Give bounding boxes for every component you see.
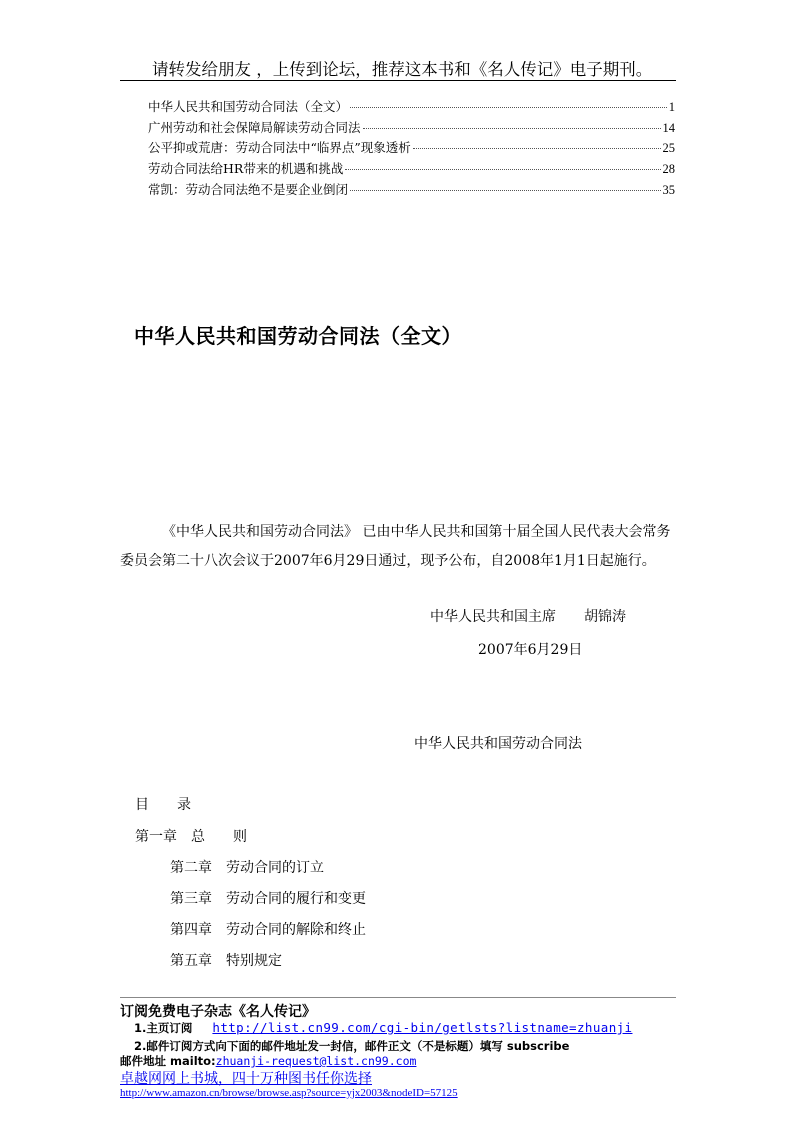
- chapter-item: 第四章 劳动合同的解除和终止: [170, 922, 366, 938]
- toc-item-title: 广州劳动和社会保障局解读劳动合同法: [148, 120, 361, 135]
- toc-leader: [345, 169, 660, 170]
- toc-leader: [413, 148, 661, 149]
- toc-item-page: 25: [662, 141, 675, 155]
- mail-address-link[interactable]: zhuanji-request@list.cn99.com: [215, 1054, 417, 1068]
- header-rule: [120, 80, 676, 81]
- bookstore-url-link[interactable]: http://www.amazon.cn/browse/browse.asp?source=yjx2003&nodeID=57125: [120, 1087, 458, 1099]
- subscribe-line-2: 2.邮件订阅方式向下面的邮件地址发一封信，邮件正文（不是标题）填写 subscribe: [134, 1039, 570, 1053]
- footer-title: 订阅免费电子杂志《名人传记》: [120, 1004, 316, 1020]
- intro-paragraph: [120, 518, 680, 576]
- chapter-item: 第五章 特别规定: [170, 953, 282, 969]
- toc-item-page: 14: [662, 121, 675, 135]
- chapter-item: 第三章 劳动合同的履行和变更: [170, 891, 366, 907]
- toc-item-page: 1: [668, 100, 675, 114]
- law-name: 中华人民共和国劳动合同法: [414, 736, 582, 752]
- mail-line: [120, 1053, 416, 1069]
- document-title: 中华人民共和国劳动合同法（全文）: [134, 324, 462, 348]
- subscribe-homepage-link[interactable]: http://list.cn99.com/cgi-bin/getlsts?listname=zhuanji: [212, 1020, 633, 1035]
- chapter-item: 第一章 总 则: [135, 829, 247, 845]
- signing-date: 2007年6月29日: [478, 642, 583, 658]
- subscribe-homepage-label: 1.主页订阅: [134, 1021, 193, 1035]
- page-header-text: 请转发给朋友 ，上传到论坛，推荐这本书和《名人传记》电子期刊。: [152, 60, 653, 79]
- subscribe-line-1: [134, 1020, 632, 1036]
- toc-item-title: 公平抑或荒唐：劳动合同法中“临界点”现象透析: [148, 140, 411, 155]
- toc-leader: [363, 128, 661, 129]
- toc-item-page: 28: [662, 162, 675, 176]
- mail-label: 邮件地址 mailto:: [120, 1054, 216, 1068]
- toc-leader: [350, 107, 667, 108]
- toc-item[interactable]: [148, 182, 675, 198]
- toc-item-title: 中华人民共和国劳动合同法（全文）: [148, 99, 349, 114]
- toc-item-page: 35: [662, 183, 675, 197]
- toc-leader: [350, 190, 660, 191]
- footer-rule: [120, 997, 676, 998]
- toc-item[interactable]: [148, 161, 675, 177]
- toc-item-title: 常凯：劳动合同法绝不是要企业倒闭: [148, 182, 349, 197]
- intro-paragraph-text: 《中华人民共和国劳动合同法》 已由中华人民共和国第十届全国人民代表大会常务委员会第二十八次会议于2007年6月29日通过，现予公布，自2008年1月1日起施行。: [120, 524, 671, 569]
- toc-item[interactable]: [148, 140, 675, 156]
- toc-item-title: 劳动合同法给HR带来的机遇和挑战: [148, 161, 344, 176]
- chapter-item: 第二章 劳动合同的订立: [170, 860, 324, 876]
- toc-item[interactable]: [148, 120, 675, 136]
- signer-line: 中华人民共和国主席 胡锦涛: [430, 609, 626, 625]
- bookstore-link[interactable]: 卓越网网上书城，四十万种图书任你选择: [120, 1071, 372, 1087]
- toc-item[interactable]: [148, 99, 675, 115]
- contents-heading: 目 录: [135, 797, 191, 813]
